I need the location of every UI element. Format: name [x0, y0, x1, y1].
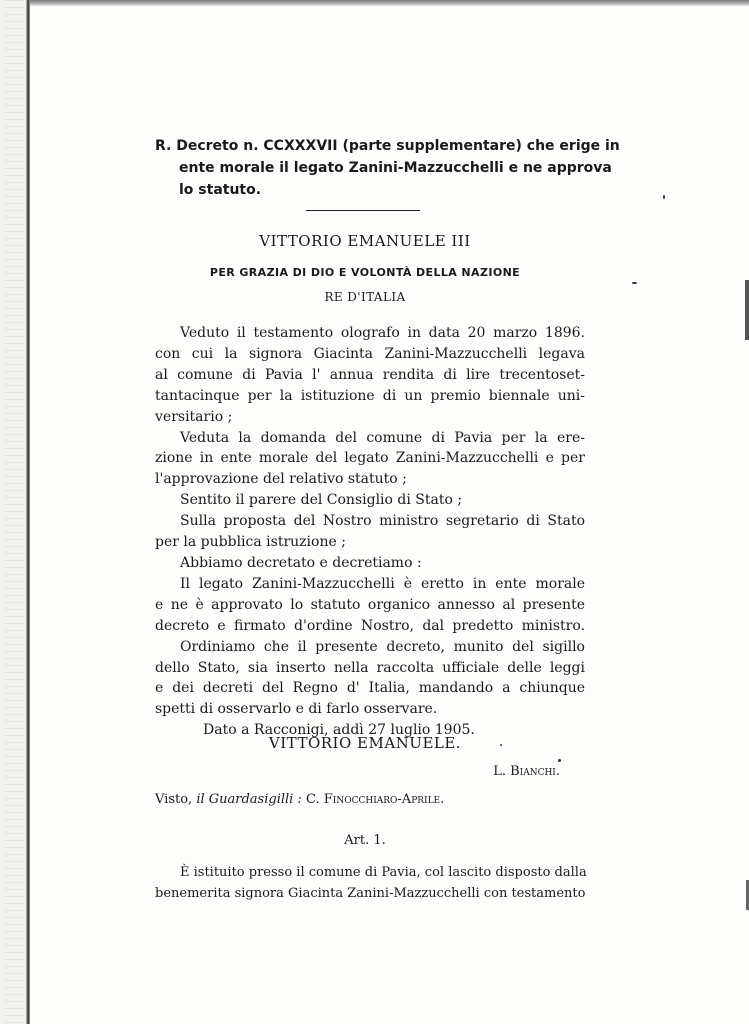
article-line: È istituito presso il comune di Pavia, col lascito disposto dalla	[180, 865, 587, 880]
heading-line: lo statuto.	[179, 182, 262, 198]
body-line: spetti di osservarlo e di farlo osservare.	[155, 701, 438, 718]
body-line: Veduto il testamento olografo in data 20 marzo 1896.	[180, 325, 585, 341]
print-speck	[632, 282, 637, 284]
visto-role: il Guardasigilli :	[196, 792, 302, 807]
visto-line	[155, 792, 585, 807]
king-of-italy-line: RE D'ITALIA	[324, 290, 406, 304]
body-line: dello Stato, sia inserto nella raccolta ufficiale delle leggi	[155, 659, 585, 676]
print-speck	[663, 195, 665, 199]
king-title: VITTORIO EMANUELE III	[259, 232, 471, 250]
body-line: Sentito il parere del Consiglio di Stato ;	[180, 492, 463, 509]
heading-line: R. Decreto n. CCXXXVII (parte supplementare) che erige in	[155, 138, 620, 154]
body-line: Dato a Racconigi, addì 27 luglio 1905.	[203, 722, 475, 739]
right-edge-mark	[745, 280, 749, 340]
royal-signature: VITTORIO EMANUELE.	[268, 734, 462, 752]
body-line: Ordiniamo che il presente decreto, munito del sigillo	[180, 638, 585, 655]
separator-rule	[306, 210, 420, 211]
body-line: decreto e firmato d'ordine Nostro, dal predetto ministro.	[155, 617, 585, 634]
article-title: Art. 1.	[344, 833, 386, 848]
article-line: benemerita signora Giacinta Zanini-Mazzucchelli con testamento	[155, 886, 586, 901]
body-line: l'approvazione del relativo statuto ;	[155, 471, 407, 488]
body-line: Il legato Zanini-Mazzucchelli è eretto in ente morale	[180, 575, 585, 592]
body-line: e ne è approvato lo statuto organico annesso al presente	[155, 596, 585, 613]
heading-line: ente morale il legato Zanini-Mazzucchelli e ne approva	[179, 160, 612, 176]
body-line: con cui la signora Giacinta Zanini-Mazzucchelli legava	[155, 345, 585, 362]
body-line: zione in ente morale del legato Zanini-Mazzucchelli e per	[155, 450, 585, 467]
body-line: versitario ;	[155, 408, 233, 425]
minister-signature: L. Bianchi.	[493, 764, 560, 779]
body-line: tantacinque per la istituzione di un premio biennale uni-	[155, 387, 585, 404]
body-line: al comune di Pavia l' annua rendita di lire trecentoset-	[155, 366, 585, 383]
binding-speckle	[4, 0, 24, 1024]
body-line: Veduta la domanda del comune di Pavia per la ere-	[180, 429, 585, 446]
body-line: Abbiamo decretato e decretiamo :	[180, 554, 422, 571]
article-text	[155, 862, 585, 904]
print-speck	[500, 744, 502, 746]
grace-line: PER GRAZIA DI DIO E VOLONTÀ DELLA NAZIONE	[209, 266, 521, 279]
decree-body	[155, 323, 585, 741]
print-speck	[558, 759, 561, 762]
visto-name: C. Finocchiaro-Aprile.	[306, 792, 445, 807]
top-edge	[30, 0, 749, 6]
body-line: e dei decreti del Regno d' Italia, mandando a chiunque	[155, 680, 585, 697]
body-line: Sulla proposta del Nostro ministro segretario di Stato	[180, 513, 585, 530]
visto-prefix: Visto,	[155, 792, 193, 807]
body-line: per la pubblica istruzione ;	[155, 534, 346, 551]
decree-heading	[155, 135, 620, 201]
